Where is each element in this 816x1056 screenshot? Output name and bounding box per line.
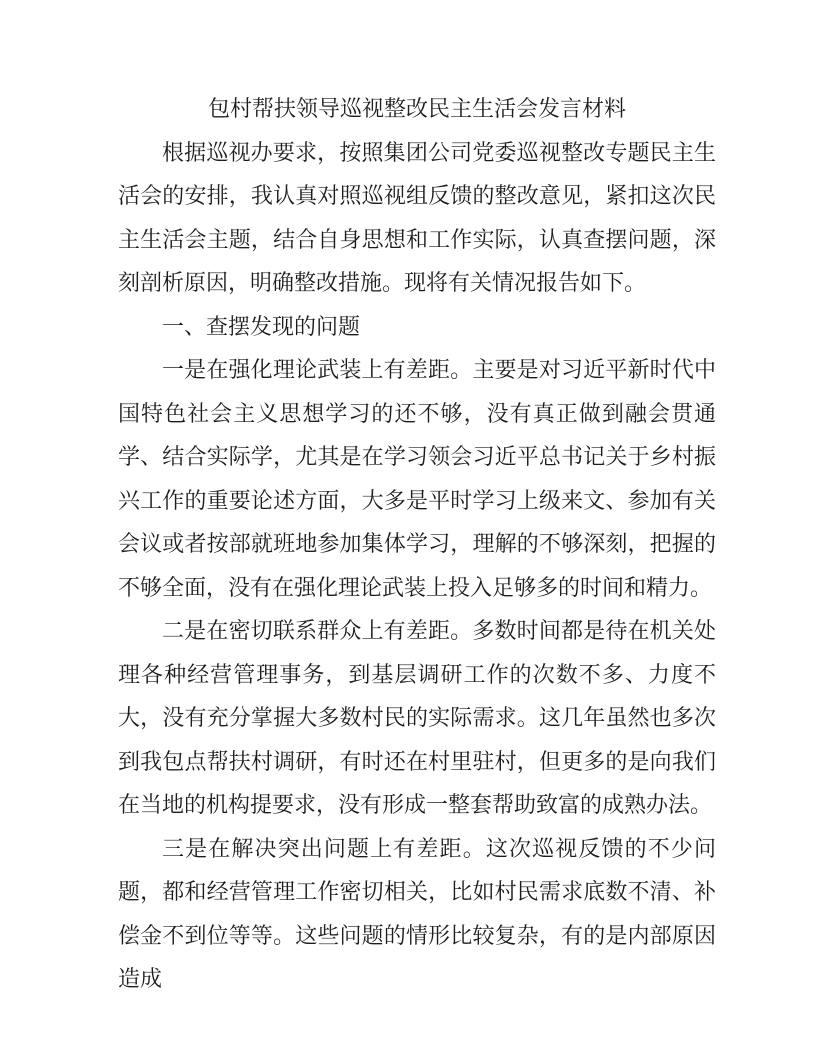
paragraph-problem-2: 二是在密切联系群众上有差距。多数时间都是待在机关处理各种经营管理事务，到基层调研工作的次数不多、力度不大，没有充分掌握大多数村民的实际需求。这几年虽然也多次到我包点帮扶村调研，有时还在村里驻村，但更多的是向我们在当地的机构提要求，没有形成一整套帮助致富的成熟办法。 bbox=[118, 618, 716, 817]
paragraph-problem-1: 一是在强化理论武装上有差距。主要是对习近平新时代中国特色社会主义思想学习的还不够，没有真正做到融会贯通学、结合实际学，尤其是在学习领会习近平总书记关于乡村振兴工作的重要论述方面，大多是平时学习上级来文、参加有关会议或者按部就班地参加集体学习，理解的不够深刻，把握的不够全面，没有在强化理论武装上投入足够多的时间和精力。 bbox=[118, 357, 716, 600]
section-heading-problems: 一、查摆发现的问题 bbox=[162, 313, 361, 339]
document-title: 包村帮扶领导巡视整改民主生活会发言材料 bbox=[207, 96, 626, 121]
paragraph-problem-3: 三是在解决突出问题上有差距。这次巡视反馈的不少问题，都和经营管理工作密切相关，比如村民需求底数不清、补偿金不到位等等。这些问题的情形比较复杂，有的是内部原因造成 bbox=[118, 835, 716, 991]
paragraph-intro: 根据巡视办要求，按照集团公司党委巡视整改专题民主生活会的安排，我认真对照巡视组反馈的整改意见，紧扣这次民主生活会主题，结合自身思想和工作实际，认真查摆问题，深刻剖析原因，明确整改措施。现将有关情况报告如下。 bbox=[118, 139, 716, 295]
document-content bbox=[118, 0, 716, 1001]
